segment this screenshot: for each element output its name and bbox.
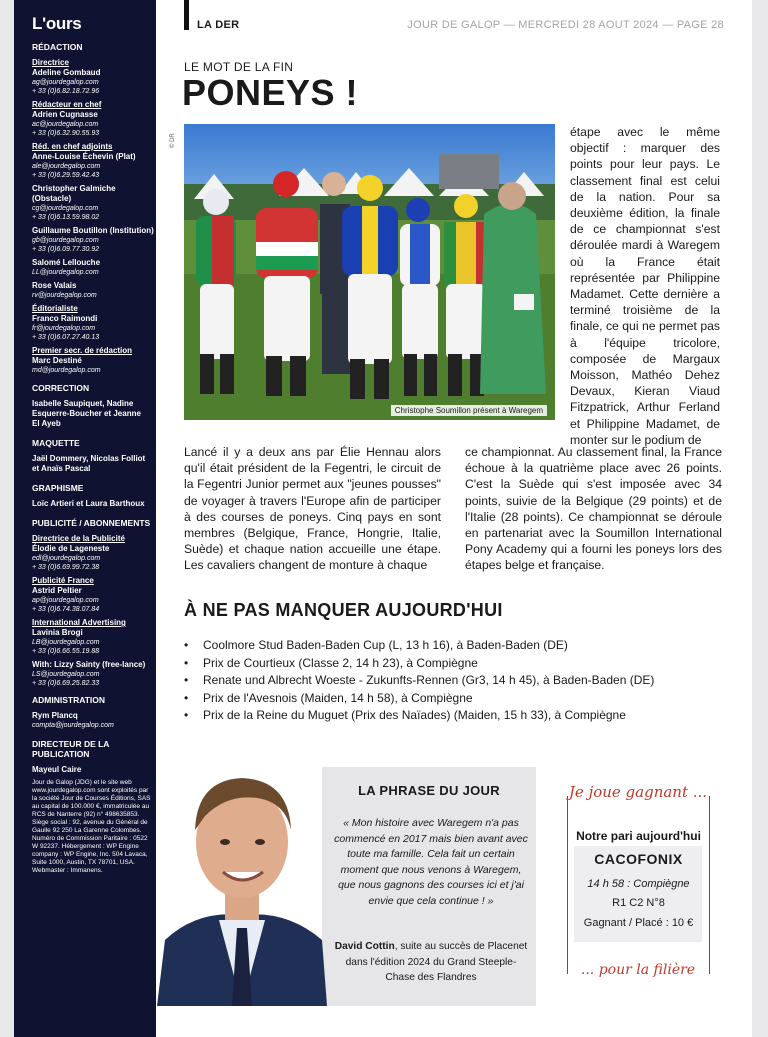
sidebar-phone: + 33 (0)6.66.55.19.88 [32, 648, 100, 655]
sidebar-name: Rose Valais [32, 281, 77, 290]
sidebar-entry [32, 346, 156, 375]
sidebar-name: Christopher Galmiche (Obstacle) [32, 184, 116, 203]
sidebar-name: Adrien Cugnasse [32, 110, 98, 119]
sidebar-role: Éditorialiste [32, 304, 78, 313]
quote-author: David Cottin [334, 941, 395, 952]
sidebar-phone: + 33 (0)6.82.18.72.96 [32, 88, 100, 95]
sidebar-email[interactable]: edl@jourdegalop.com [32, 555, 101, 562]
sidebar-entry [32, 534, 156, 572]
sidebar-phone: + 33 (0)6.13.59.98.02 [32, 214, 100, 221]
sidebar-name: Anne-Louise Échevin (Plat) [32, 152, 136, 161]
sidebar-email[interactable]: ap@jourdegalop.com [32, 597, 99, 604]
sidebar-name: Adeline Gombaud [32, 68, 101, 77]
race-item: • Prix de Courtieux (Classe 2, 14 h 23), à Compiègne [184, 655, 654, 673]
sidebar-phone: + 33 (0)6.69.99.72.38 [32, 564, 100, 571]
sidebar-section-maquette: MAQUETTE [32, 438, 80, 448]
sidebar-entry [32, 58, 156, 96]
sidebar-email[interactable]: md@jourdegalop.com [32, 367, 101, 374]
race-item: • Coolmore Stud Baden-Baden Cup (L, 13 h 16), à Baden-Baden (DE) [184, 637, 654, 655]
sidebar-name: Loïc Artieri et Laura Barthoux [32, 499, 145, 508]
sidebar-name: Astrid Peltier [32, 586, 82, 595]
sidebar-section-dirpub: DIRECTEUR DE LA PUBLICATION [32, 739, 110, 759]
sidebar-title: L'ours [32, 14, 82, 33]
quote-text: « Mon histoire avec Waregem n'a pas commencé en 2017 mais bien avant avec toute ma famille. Cela fait un certain moment que nous venons à Waregem, que nous gagnons des courses ici et j'ai envie que cela continue ! » [334, 817, 528, 907]
quote-title: LA PHRASE DU JOUR [358, 783, 500, 798]
quote-source [334, 939, 528, 986]
sidebar-name: Guillaume Boutillon (Institution) [32, 226, 154, 235]
bet-title: Notre pari aujourd'hui [576, 829, 701, 843]
sidebar-phone: + 33 (0)6.09.77.30.92 [32, 246, 100, 253]
sidebar-section-graphisme: GRAPHISME [32, 483, 84, 493]
sidebar-entry [32, 142, 156, 300]
masthead-sidebar [14, 0, 156, 1037]
sidebar-phone: + 33 (0)6.74.38.07.84 [32, 606, 100, 613]
sidebar-name: Isabelle Saupiquet, Nadine Esquerre-Boucher et Jeanne El Ayeb [32, 399, 141, 428]
photo-caption: Christophe Soumillon présent à Waregem [391, 405, 547, 416]
sidebar-email[interactable]: ag@jourdegalop.com [32, 79, 99, 86]
portrait-photo [157, 750, 327, 1006]
section-tag: LA DER [197, 19, 240, 31]
photo-illustration [184, 124, 555, 420]
article-body-right: ce championnat. Au classement final, la France échoue à la quatrième place avec 26 points. C'est la Suède qui s'est imposée avec 34 points, suivie de la Belgique (29 points) et de l'Italie (28 points). Ce championnat se déroule en partenariat avec la Soumillon International Pony Academy qui a fourni les poneys lors des étapes belge et française. [465, 445, 722, 573]
bet-stake: Gagnant / Placé : 10 € [583, 917, 694, 929]
sidebar-section-correction: CORRECTION [32, 383, 90, 393]
header-accent-bar [184, 0, 189, 30]
article-body-left: Lancé il y a deux ans par Élie Hennau alors qu'il était président de la Fegentri, le circuit de la Fegentri Junior permet aux "jeunes pousses" de voyager à travers l'Europe afin de participer à des courses de poneys. Cinq pays en sont membres (Belgique, France, Hongrie, Italie, Suède) et chaque nation accueille une étape. Les cavaliers changent de monture à chaque [184, 445, 441, 573]
sidebar-email[interactable]: fr@jourdegalop.com [32, 325, 96, 332]
sidebar-name: With: Lizzy Sainty (free-lance) [32, 660, 146, 669]
article-kicker: LE MOT DE LA FIN [184, 60, 294, 74]
sidebar-email[interactable]: ac@jourdegalop.com [32, 121, 99, 128]
sidebar-name: Lavinia Brogi [32, 628, 83, 637]
bet-header-script: Je joue gagnant ... [568, 783, 708, 801]
sidebar-phone: + 33 (0)6.29.59.42.43 [32, 172, 100, 179]
sidebar-email[interactable]: rv@jourdegalop.com [32, 292, 97, 299]
race-item: • Renate und Albrecht Woeste - Zukunfts-Rennen (Gr3, 14 h 45), à Baden-Baden (DE) [184, 672, 654, 690]
race-item: • Prix de l'Avesnois (Maiden, 14 h 58), à Compiègne [184, 690, 654, 708]
article-photo [184, 124, 555, 420]
photo-credit: © DR [170, 133, 176, 148]
sidebar-name: Franco Raimondi [32, 314, 98, 323]
sidebar-email[interactable]: compta@jourdegalop.com [32, 722, 114, 729]
bet-time: 14 h 58 : Compiègne [587, 878, 690, 890]
sidebar-section-pub: PUBLICITÉ / ABONNEMENTS [32, 518, 151, 528]
bet-course: R1 C2 N°8 [612, 897, 665, 909]
sidebar-role: Premier secr. de rédaction [32, 346, 133, 355]
race-item: • Prix de la Reine du Muguet (Prix des Naïades) (Maiden, 15 h 33), à Compiègne [184, 707, 654, 725]
sidebar-role: International Advertising [32, 618, 126, 627]
publication-line: JOUR DE GALOP — MERCREDI 28 AOUT 2024 — PAGE 28 [407, 19, 724, 31]
sidebar-email[interactable]: LS@jourdegalop.com [32, 671, 100, 678]
sidebar-role: Directrice [32, 58, 69, 67]
sidebar-name: Marc Destiné [32, 356, 82, 365]
sidebar-role: Directrice de la Publicité [32, 534, 125, 543]
sidebar-section-admin: ADMINISTRATION [32, 695, 106, 705]
sidebar-entry [32, 618, 156, 688]
sidebar-entry [32, 100, 156, 138]
sidebar-email[interactable]: ale@jourdegalop.com [32, 163, 101, 170]
sidebar-email[interactable]: LB@jourdegalop.com [32, 639, 100, 646]
bet-footer-script: ... pour la filière [580, 962, 696, 978]
races-list [184, 637, 654, 725]
sidebar-name: Jaël Dommery, Nicolas Folliot et Anaïs Pascal [32, 454, 146, 473]
sidebar-phone: + 33 (0)6.69.25.82.33 [32, 680, 100, 687]
sidebar-email[interactable]: cg@jourdegalop.com [32, 205, 99, 212]
quote-context: , suite au succès de Placenet dans l'édition 2024 du Grand Steeple-Chase des Flandres [345, 941, 528, 983]
sidebar-phone: + 33 (0)6.32.90.55.93 [32, 130, 100, 137]
portrait-illustration [157, 750, 327, 1006]
sidebar-email[interactable]: gb@jourdegalop.com [32, 237, 99, 244]
sidebar-phone: + 33 (0)6.07.27.40.13 [32, 334, 100, 341]
sidebar-section-redaction: RÉDACTION [32, 42, 83, 52]
sidebar-entry [32, 576, 156, 614]
article-column-right: étape avec le même objectif : marquer des points pour leur pays. Le classement final est celui de la nation. Pour sa deuxième édition, la finale de ce championnat s'est déroulée mardi à Waregem où la France était représentée par Philippine Madamet. Cette dernière a terminé troisième de la finale, ce qui ne permet pas à l'équipe tricolore, composée de Margaux Moisson, Mathéo Dehez Devaux, Kieran Viaud Fitzpatrick, Arthur Ferland et Philippine Madamet, de monter sur le podium de [570, 125, 720, 447]
sidebar-email[interactable]: LL@jourdegalop.com [32, 269, 99, 276]
sidebar-name: Élodie de Lageneste [32, 544, 110, 553]
bet-horse: CACOFONIX [594, 851, 683, 867]
legal-notice: Jour de Galop (JDG) et le site web www.jourdegalop.com sont exploités par la société Jour de Courses Éditions, SAS au capital de 100.000 €, immatriculée au RCS de Nanterre (92) n° 498635853. Siège social : 92, avenue du Général de Gaulle 92 250 La Garenne Colombes. Numéro de Commission Paritaire : 0522 W 92237. Hébergement : WP Engine company : WP Engine, Inc. 504 Lavaca, Suite 1000, Austin, TX 78701, USA. Webmaster : Immanens. [32, 779, 151, 874]
races-title: À NE PAS MANQUER AUJOURD'HUI [184, 600, 503, 620]
sidebar-role: Publicité France [32, 576, 94, 585]
sidebar-role: Rédacteur en chef [32, 100, 102, 109]
sidebar-name: Rym Plancq [32, 711, 78, 720]
sidebar-name: Salomé Lellouche [32, 258, 101, 267]
sidebar-entry [32, 304, 156, 342]
sidebar-name: Mayeul Caire [32, 765, 82, 774]
article-headline: PONEYS ! [182, 72, 359, 113]
sidebar-role: Réd. en chef adjoints [32, 142, 113, 151]
